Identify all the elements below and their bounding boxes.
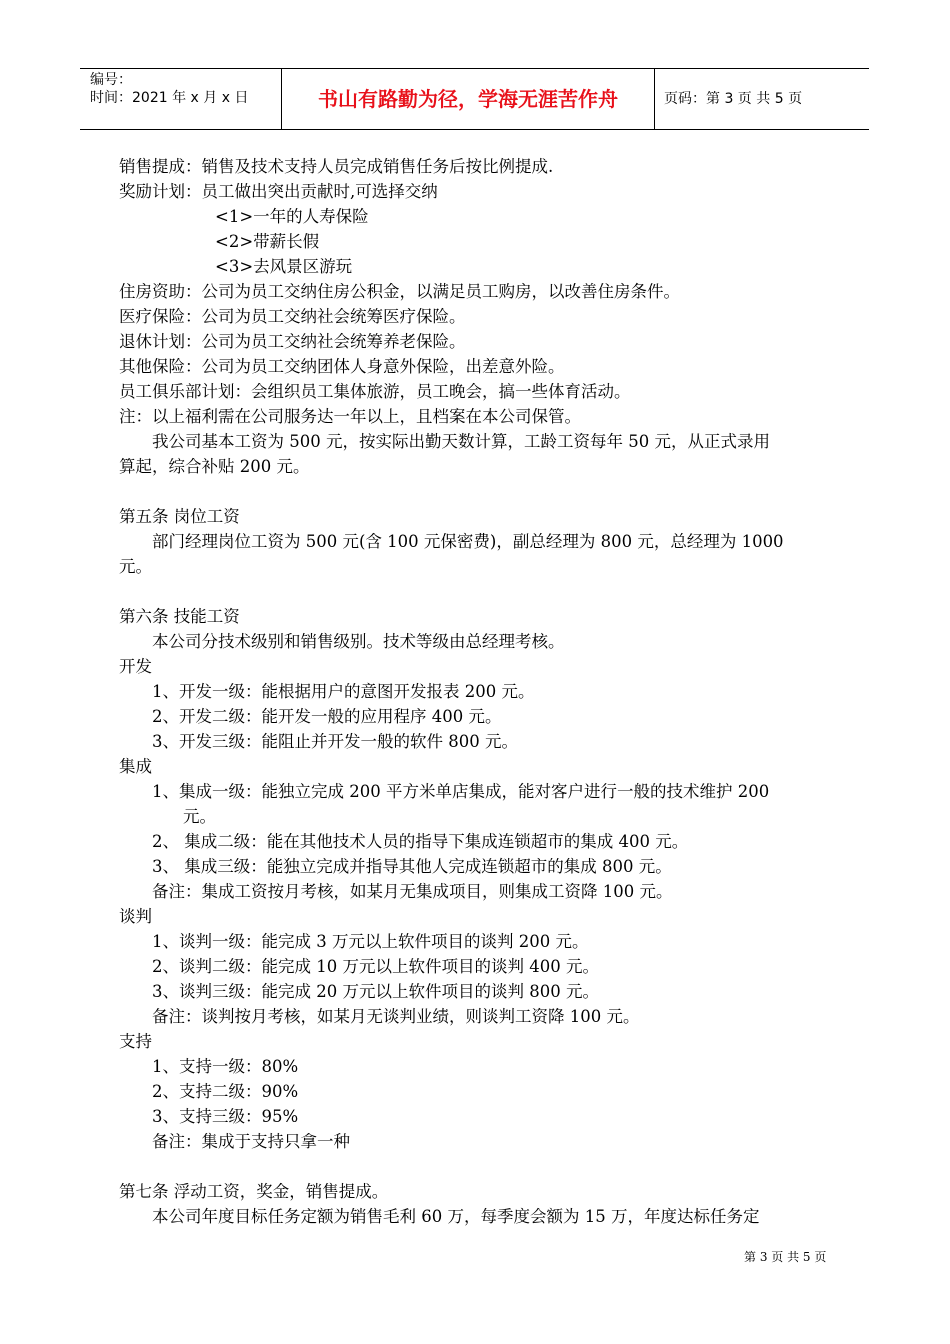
header-motto: 书山有路勤为径，学海无涯苦作舟 <box>318 87 618 111</box>
section-heading: 第五条 岗位工资 <box>119 507 240 526</box>
body-line: 销售提成：销售及技术支持人员完成销售任务后按比例提成. <box>119 157 554 176</box>
subsection-heading: 集成 <box>119 757 152 776</box>
list-item: 3、谈判三级：能完成 20 万元以上软件项目的谈判 800 元。 <box>152 982 599 1001</box>
note-line: 备注：集成于支持只拿一种 <box>152 1132 350 1151</box>
list-item: 2、谈判二级：能完成 10 万元以上软件项目的谈判 400 元。 <box>152 957 599 976</box>
list-item: 元。 <box>183 807 216 826</box>
list-item: 3、 集成三级：能独立完成并指导其他人完成连锁超市的集成 800 元。 <box>152 857 672 876</box>
list-item: 3、开发三级：能阻止并开发一般的软件 800 元。 <box>152 732 518 751</box>
footer-page-number: 第 3 页 共 5 页 <box>744 1250 827 1264</box>
doc-time-label: 时间：2021 年 x 月 x 日 <box>90 90 249 106</box>
list-item: 1、谈判一级：能完成 3 万元以上软件项目的谈判 200 元。 <box>152 932 589 951</box>
body-line: 员工俱乐部计划：会组织员工集体旅游，员工晚会，搞一些体育活动。 <box>119 382 631 401</box>
list-item: 1、开发一级：能根据用户的意图开发报表 200 元。 <box>152 682 535 701</box>
header-info <box>90 71 282 127</box>
body-line: 部门经理岗位工资为 500 元(含 100 元保密费)，副总经理为 800 元，总经理为 1000 <box>152 532 784 551</box>
subsection-heading: 谈判 <box>119 907 152 926</box>
list-item: 1、支持一级：80% <box>152 1057 299 1076</box>
body-line: 医疗保险：公司为员工交纳社会统筹医疗保险。 <box>119 307 466 326</box>
body-line: 其他保险：公司为员工交纳团体人身意外保险，出差意外险。 <box>119 357 565 376</box>
body-line: 住房资助：公司为员工交纳住房公积金，以满足员工购房，以改善住房条件。 <box>119 282 680 301</box>
body-line: 注：以上福利需在公司服务达一年以上，且档案在本公司保管。 <box>119 407 581 426</box>
list-item: 2、支持二级：90% <box>152 1082 299 1101</box>
section-heading: 第七条 浮动工资，奖金，销售提成。 <box>119 1182 389 1201</box>
body-line: 本公司年度目标任务定额为销售毛利 60 万，每季度会额为 15 万，年度达标任务定 <box>152 1207 760 1226</box>
body-line: <1>一年的人寿保险 <box>215 207 369 226</box>
note-line: 备注：谈判按月考核，如某月无谈判业绩，则谈判工资降 100 元。 <box>152 1007 640 1026</box>
body-line: 算起，综合补贴 200 元。 <box>119 457 310 476</box>
header-divider <box>654 69 655 129</box>
body-line: 奖励计划：员工做出突出贡献时,可选择交纳 <box>119 182 438 201</box>
body-line: 元。 <box>119 557 152 576</box>
body-line: 本公司分技术级别和销售级别。技术等级由总经理考核。 <box>152 632 565 651</box>
list-item: 2、 集成二级：能在其他技术人员的指导下集成连锁超市的集成 400 元。 <box>152 832 689 851</box>
list-item: 1、集成一级：能独立完成 200 平方米单店集成，能对客户进行一般的技术维护 200 <box>152 782 770 801</box>
subsection-heading: 开发 <box>119 657 152 676</box>
page-header <box>80 68 869 130</box>
body-line: 退休计划：公司为员工交纳社会统筹养老保险。 <box>119 332 466 351</box>
body-line: 我公司基本工资为 500 元，按实际出勤天数计算，工龄工资每年 50 元，从正式录用 <box>152 432 770 451</box>
section-heading: 第六条 技能工资 <box>119 607 240 626</box>
subsection-heading: 支持 <box>119 1032 152 1051</box>
body-line: <3>去风景区游玩 <box>215 257 353 276</box>
body-line: <2>带薪长假 <box>215 232 320 251</box>
header-page-label: 页码：第 3 页 共 5 页 <box>664 91 803 107</box>
note-line: 备注：集成工资按月考核，如某月无集成项目，则集成工资降 100 元。 <box>152 882 673 901</box>
doc-number-label: 编号： <box>90 72 132 88</box>
list-item: 2、开发二级：能开发一般的应用程序 400 元。 <box>152 707 502 726</box>
list-item: 3、支持三级：95% <box>152 1107 299 1126</box>
